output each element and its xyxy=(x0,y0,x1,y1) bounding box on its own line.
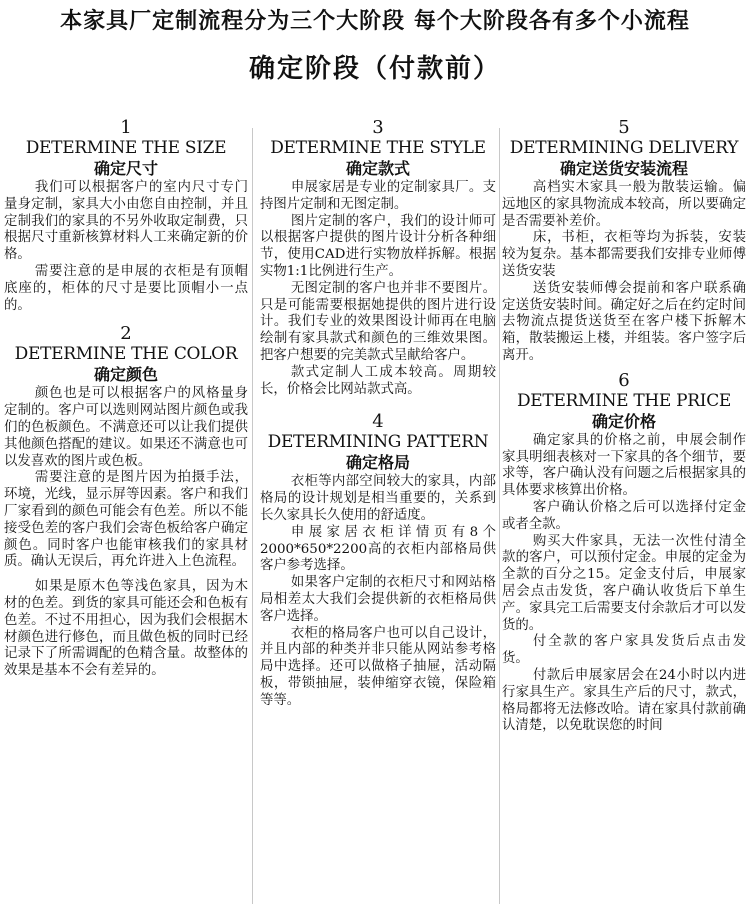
section-delivery xyxy=(502,118,746,365)
section-paragraph: 申展家居衣柜详情页有8个2000*650*2200高的衣柜内部格局供客户参考选择。 xyxy=(260,524,496,574)
section-paragraph: 我们可以根据客户的室内尺寸专门量身定制，家具大小由您自由控制，并且定制我们的家具的不另外收取定制费，只根据尺寸重新核算材料人工来确定新的价格。 xyxy=(4,180,248,263)
page-title: 本家具厂定制流程分为三个大阶段 每个大阶段各有多个小流程 xyxy=(60,8,690,34)
section-title-cn: 确定送货安装流程 xyxy=(559,159,688,178)
section-paragraph: 购买大件家具，无法一次性付清全款的客户，可以预付定金。申展的定金为全款的百分之15。定金支付后，申展家居会点击发货，客户确认收货后下单生产。家具完工后需要支付余款后才可以发货的。 xyxy=(502,533,746,633)
column-divider xyxy=(499,128,500,904)
section-paragraph: 图片定制的客户，我们的设计师可以根据客户提供的图片设计分析各种细节，使用CAD进行实物放样拆解。根据实物1:1比例进行生产。 xyxy=(260,213,496,279)
section-paragraph: 无图定制的客户也并非不要图片。只是可能需要根据她提供的图片进行设计。我们专业的效果图设计师再在电脑绘制有家具款式和颜色的三维效果图。把客户想要的完美款式呈献给客户。 xyxy=(260,280,496,363)
column-right xyxy=(502,118,746,741)
section-number: 5 xyxy=(618,117,630,138)
section-title-en: DETERMINE THE STYLE xyxy=(270,138,486,158)
section-title-en: DETERMINING DELIVERY xyxy=(509,138,739,158)
section-paragraph: 需要注意的是图片因为拍摄手法，环境，光线，显示屏等因素。客户和我们厂家看到的颜色可能会有色差。所以不能接受色差的客户我们会寄色板给客户确定颜色。同时客户也能审核我们的家具材质。确认无误后，再允许进入上色流程。 xyxy=(4,470,248,570)
section-title-cn: 确定价格 xyxy=(591,411,656,431)
section-title-cn: 确定尺寸 xyxy=(93,159,158,178)
section-paragraph: 付款后申展家居会在24小时以内进行家具生产。家具生产后的尺寸，款式，格局都将无法修改哈。请在家具付款前确认清楚，以免耽误您的时间 xyxy=(502,667,746,734)
section-paragraph: 衣柜的格局客户也可以自己设计，并且内部的种类并非只能从网站参考格局中选择。还可以做格子抽屉，活动隔板，带锁抽屉，装伸缩穿衣镜，保险箱等等。 xyxy=(260,625,496,708)
section-paragraph: 客户确认价格之后可以选择付定金或者全款。 xyxy=(502,499,746,532)
section-title-cn: 确定款式 xyxy=(345,159,410,178)
stage-title: 确定阶段（付款前） xyxy=(248,54,501,84)
section-number: 4 xyxy=(372,411,384,433)
section-paragraph: 床，书柜，衣柜等均为拆装，安装较为复杂。基本都需要我们安排专业师傅送货安装 xyxy=(502,230,746,279)
section-title-en: DETERMINE THE COLOR xyxy=(14,344,238,365)
section-paragraph: 需要注意的是申展的衣柜是有顶帽底座的，柜体的尺寸是要比顶帽小一点的。 xyxy=(4,263,248,313)
section-number: 3 xyxy=(372,117,384,138)
column-middle xyxy=(260,118,496,716)
page-header xyxy=(0,0,750,87)
section-number: 1 xyxy=(120,117,132,138)
section-paragraph: 付全款的客户家具发货后点击发货。 xyxy=(502,634,746,667)
section-title-cn: 确定颜色 xyxy=(93,365,158,385)
section-paragraph: 如果客户定制的衣柜尺寸和网站格局相差太大我们会提供新的衣柜格局供客户选择。 xyxy=(260,575,496,624)
section-style xyxy=(260,118,496,398)
section-pattern xyxy=(260,412,496,709)
section-title-en: DETERMINE THE PRICE xyxy=(516,390,732,411)
section-size xyxy=(4,118,248,314)
section-paragraph: 高档实木家具一般为散装运输。偏远地区的家具物流成本较高，所以要确定是否需要补差价。 xyxy=(502,180,746,229)
column-left xyxy=(4,118,248,686)
section-paragraph: 款式定制人工成本较高。周期较长，价格会比网站款式高。 xyxy=(260,364,496,397)
section-title-en: DETERMINE THE SIZE xyxy=(25,138,227,158)
section-price xyxy=(502,371,746,735)
column-divider xyxy=(252,128,253,904)
section-paragraph: 确定家具的价格之前，申展会制作家具明细表核对一下家具的各个细节，要求等，客户确认没有问题之后根据家具的具体要求核算出价格。 xyxy=(502,432,746,499)
section-title-cn: 确定格局 xyxy=(345,453,410,473)
section-paragraph: 送货安装师傅会提前和客户联系确定送货安装时间。确定好之后在约定时间去物流点提货送货至在客户楼下拆解木箱，散装搬运上楼，并组装。客户签字后离开。 xyxy=(502,280,746,363)
section-color xyxy=(4,324,248,680)
section-number: 2 xyxy=(120,323,132,345)
section-number: 6 xyxy=(618,369,630,391)
section-paragraph: 颜色也是可以根据客户的风格量身定制的。客户可以选则网站图片颜色或我们的色板颜色。不满意还可以让我们提供其他颜色搭配的建议。如果还不满意也可以发喜欢的图片或色板。 xyxy=(4,386,248,469)
section-paragraph: 衣柜等内部空间较大的家具，内部格局的设计规划是相当重要的，关系到长久家具长久使用的舒适度。 xyxy=(260,474,496,523)
section-title-en: DETERMINING PATTERN xyxy=(267,432,489,453)
section-paragraph: 如果是原木色等浅色家具，因为木材的色差。到货的家具可能还会和色板有色差。不过不用担心，因为我们会根据木材颜色进行修色，而且做色板的同时已经记录下了所需调配的色精含量。故整体的效果是基本不会有差异的。 xyxy=(4,579,248,679)
section-paragraph: 申展家居是专业的定制家具厂。支持图片定制和无图定制。 xyxy=(260,180,496,212)
